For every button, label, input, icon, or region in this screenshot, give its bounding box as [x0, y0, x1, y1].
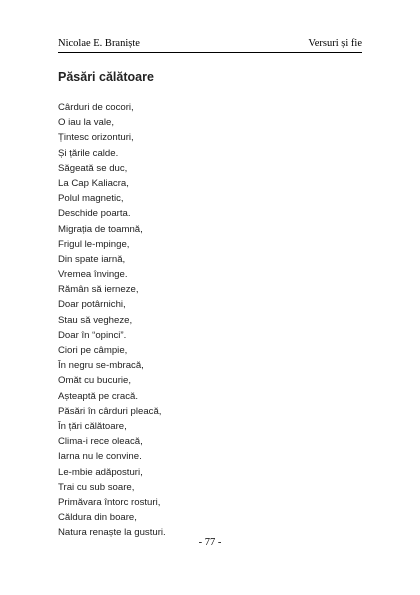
- poem-line: Polul magnetic,: [58, 193, 124, 205]
- poem-title: Păsări călătoare: [58, 70, 154, 84]
- poem-line: Natura renaște la gusturi.: [58, 527, 166, 539]
- header-book-title: Versuri și fie: [308, 38, 362, 49]
- poem-line: La Cap Kaliacra,: [58, 177, 129, 189]
- page-number: - 77 -: [198, 537, 222, 548]
- poem-line: Rămân să ierneze,: [58, 284, 139, 296]
- poem-line: Doar potârnichi,: [58, 299, 126, 311]
- poem-line: Migrația de toamnă,: [58, 223, 143, 235]
- poem-line: Stau să vegheze,: [58, 314, 133, 326]
- poem-line: Căldura din boare,: [58, 512, 137, 524]
- poem-line: Așteaptă pe cracă.: [58, 390, 138, 402]
- poem-line: Din spate iarnă,: [58, 253, 126, 265]
- poem-line: Păsări în cârduri pleacă,: [58, 405, 162, 417]
- running-header: [58, 38, 362, 53]
- poem-line: Iarna nu le convine.: [58, 451, 142, 463]
- poem-line: Și țările calde.: [58, 147, 119, 159]
- poem-line: Deschide poarta.: [58, 208, 131, 220]
- poem-line: Le-mbie adăposturi,: [58, 466, 143, 478]
- poem-line: Trai cu sub soare,: [58, 481, 135, 493]
- poem-line: Ciori pe câmpie,: [58, 345, 128, 356]
- poem-line: Frigul le-mpinge,: [58, 238, 130, 250]
- poem-line: În negru se-mbracă,: [58, 360, 144, 372]
- poem-line: Cârduri de cocori,: [58, 102, 134, 113]
- poem-line: Săgeată se duc,: [58, 162, 128, 174]
- poem-line: În țări călătoare,: [58, 420, 127, 432]
- poem-line: Vremea învinge.: [58, 269, 128, 281]
- poem-line: Clima-i rece oleacă,: [58, 436, 143, 448]
- poem-line: Primăvara întorc rosturi,: [58, 496, 161, 508]
- poem-line: Omăt cu bucurie,: [58, 375, 132, 387]
- poem-line: Țintesc orizonturi,: [58, 132, 134, 144]
- poem-line: Doar în “opinci”.: [58, 329, 127, 341]
- poem-line: O iau la vale,: [58, 117, 114, 129]
- poem-body: [58, 100, 166, 540]
- header-author: Nicolae E. Braniște: [58, 38, 140, 49]
